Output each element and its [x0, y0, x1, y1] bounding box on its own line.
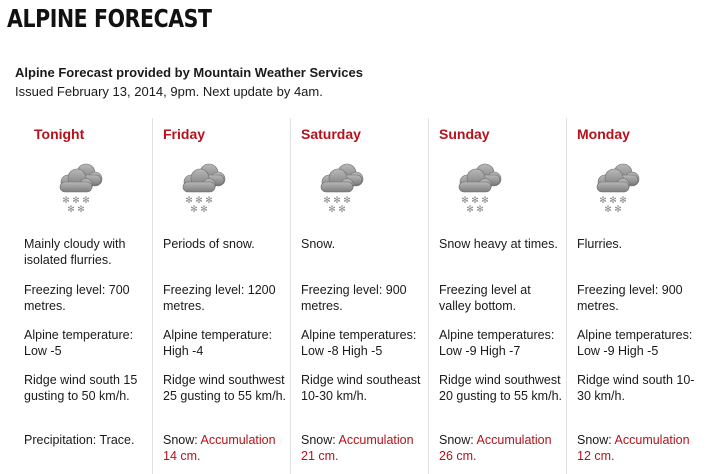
day-column: [290, 118, 428, 474]
precipitation: [577, 432, 700, 464]
accumulation-value: Accumulation 14 cm.: [163, 433, 276, 463]
day-summary: Snow.: [301, 237, 336, 251]
day-name: Tonight: [34, 126, 85, 142]
svg-text:✻: ✻: [190, 205, 198, 215]
svg-text:✻: ✻: [471, 196, 479, 206]
cloud-snow-icon: [173, 158, 233, 216]
precip-label: Snow:: [163, 433, 201, 447]
precip-label: Snow:: [439, 433, 477, 447]
precipitation: [163, 432, 286, 464]
svg-text:✻: ✻: [205, 196, 213, 206]
alpine-temperature: Alpine temperature: High -4: [163, 328, 273, 358]
day-summary: Snow heavy at times.: [439, 237, 558, 251]
svg-text:✻: ✻: [328, 205, 336, 215]
alpine-temperature: Alpine temperatures: Low -8 High -5: [301, 328, 417, 358]
ridge-wind: Ridge wind southwest 25 gusting to 55 km/h.: [163, 373, 286, 403]
svg-text:✻: ✻: [476, 205, 484, 215]
precipitation: [24, 432, 148, 448]
svg-text:✻: ✻: [323, 196, 331, 206]
svg-text:✻: ✻: [466, 205, 474, 215]
svg-text:✻: ✻: [77, 205, 85, 215]
provider-line: Alpine Forecast provided by Mountain Weather Services: [15, 65, 363, 80]
svg-text:✻: ✻: [62, 196, 70, 206]
accumulation-value: Accumulation 21 cm.: [301, 433, 414, 463]
freezing-level: Freezing level: 700 metres.: [24, 283, 130, 313]
svg-text:✻: ✻: [609, 196, 617, 206]
freezing-level: Freezing level: 900 metres.: [301, 283, 407, 313]
ridge-wind: Ridge wind southwest 20 gusting to 55 km/h.: [439, 373, 562, 403]
cloud-snow-icon: [311, 158, 371, 216]
freezing-level: Freezing level: 1200 metres.: [163, 283, 276, 313]
accumulation-value: Accumulation 26 cm.: [439, 433, 552, 463]
precip-label: Snow:: [577, 433, 615, 447]
svg-text:✻: ✻: [614, 205, 622, 215]
day-name: Monday: [577, 126, 630, 142]
ridge-wind: Ridge wind southeast 10-30 km/h.: [301, 373, 421, 403]
svg-text:✻: ✻: [333, 196, 341, 206]
alpine-temperature: Alpine temperatures: Low -9 High -5: [577, 328, 693, 358]
day-name: Saturday: [301, 126, 361, 142]
day-summary: Periods of snow.: [163, 237, 255, 251]
alpine-temperature: Alpine temperatures: Low -9 High -7: [439, 328, 555, 358]
svg-text:✻: ✻: [461, 196, 469, 206]
day-name: Friday: [163, 126, 206, 142]
day-summary: Mainly cloudy with isolated flurries.: [24, 237, 126, 267]
precipitation: [301, 432, 424, 464]
cloud-snow-icon: [449, 158, 509, 216]
day-column: [152, 118, 290, 474]
issued-line: Issued February 13, 2014, 9pm. Next update by 4am.: [15, 84, 323, 99]
freezing-level: Freezing level at valley bottom.: [439, 283, 531, 313]
svg-text:✻: ✻: [72, 196, 80, 206]
svg-text:✻: ✻: [604, 205, 612, 215]
svg-text:✻: ✻: [67, 205, 75, 215]
precip-label: Precipitation: Trace.: [24, 433, 135, 447]
day-column: [566, 118, 704, 474]
svg-text:✻: ✻: [82, 196, 90, 206]
freezing-level: Freezing level: 900 metres.: [577, 283, 683, 313]
page-title: ALPINE FORECAST: [7, 4, 212, 33]
day-name: Sunday: [439, 126, 490, 142]
day-column: [14, 118, 152, 474]
svg-text:✻: ✻: [200, 205, 208, 215]
forecast-grid: [14, 118, 704, 474]
svg-text:✻: ✻: [481, 196, 489, 206]
day-summary: Flurries.: [577, 237, 623, 251]
svg-text:✻: ✻: [599, 196, 607, 206]
precipitation: [439, 432, 562, 464]
svg-text:✻: ✻: [343, 196, 351, 206]
cloud-snow-icon: [50, 158, 110, 216]
cloud-snow-icon: [587, 158, 647, 216]
day-column: [428, 118, 566, 474]
svg-text:✻: ✻: [185, 196, 193, 206]
svg-text:✻: ✻: [338, 205, 346, 215]
ridge-wind: Ridge wind south 10-30 km/h.: [577, 373, 695, 403]
precip-label: Snow:: [301, 433, 339, 447]
svg-text:✻: ✻: [195, 196, 203, 206]
svg-text:✻: ✻: [619, 196, 627, 206]
accumulation-value: Accumulation 12 cm.: [577, 433, 690, 463]
alpine-temperature: Alpine temperature: Low -5: [24, 328, 134, 358]
ridge-wind: Ridge wind south 15 gusting to 50 km/h.: [24, 373, 138, 403]
